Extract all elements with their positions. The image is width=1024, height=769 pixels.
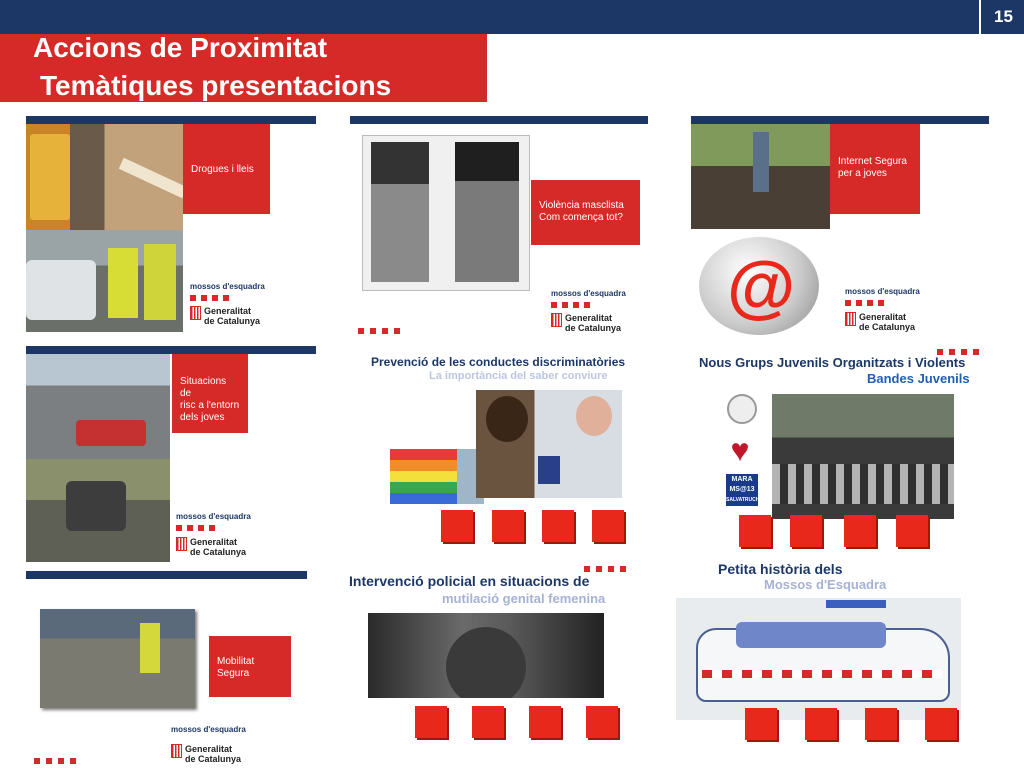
generalitat-icon [551,313,562,327]
generalitat-logo: Generalitat de Catalunya [190,306,260,326]
at-sign-icon: @ [699,237,819,335]
red-square-button[interactable] [472,706,504,738]
page-title: Accions de Proximitat [33,32,328,63]
classroom-photo [691,124,830,229]
police-car-drawing [676,598,961,720]
red-square-button[interactable] [739,515,771,547]
mossos-logo: mossos d'esquadra [190,282,265,303]
panel-grups-subtitle: Bandes Juvenils [867,371,970,386]
red-square-button[interactable] [805,708,837,740]
child-face-photo [368,613,604,698]
generalitat-icon [845,312,856,326]
panel-internet-bar [691,116,989,124]
mossos-logo: mossos d'esquadra [551,289,626,310]
panel-historia-title: Petita història dels [718,561,843,577]
red-square-button[interactable] [529,706,561,738]
panel-situacions-bar [26,346,316,354]
red-square-button[interactable] [592,510,624,542]
panel-mobilitat-bar [26,571,307,579]
red-square-button[interactable] [790,515,822,547]
drugs-photo [26,124,183,230]
decorative-dots [358,321,406,339]
panel-violencia-label: Violència masclista Com comença tot? [531,180,640,245]
page-number: 15 [979,0,1024,34]
generalitat-icon [176,537,187,551]
panel-historia-subtitle: Mossos d'Esquadra [764,577,887,592]
generalitat-icon [190,306,201,320]
panel-mutilacio-title: Intervenció policial en situacions de [349,573,590,589]
red-square-button[interactable] [586,706,618,738]
panel-mutilacio-subtitle: mutilació genital femenina [442,591,606,606]
generalitat-logo: Generalitat de Catalunya [845,312,915,332]
generalitat-logo: Generalitat de Catalunya [176,537,246,557]
panel-situacions-label: Situacions de risc a l'entorn dels joves [172,354,248,433]
mara-badge: MARA MS@13 SALVATRUCHA [726,474,758,506]
panel-grups-title: Nous Grups Juvenils Organitzats i Violents [699,355,966,370]
page-subtitle: Temàtiques presentacions [40,70,392,101]
bench-photo [26,459,170,562]
mossos-logo: mossos d'esquadra [171,725,246,734]
panel-prevencio-title: Prevenció de les conductes discriminatòries [371,355,626,369]
red-square-button[interactable] [492,510,524,542]
panel-drogues-bar [26,116,316,124]
generalitat-icon [171,744,182,758]
top-bar [0,0,1024,34]
panel-drogues-label: Drogues i lleis [183,124,270,214]
red-square-button[interactable] [865,708,897,740]
panel-mobilitat-label: Mobilitat Segura [209,636,291,697]
couple-photo [362,135,530,291]
heart-icon: ♥ [730,432,750,468]
red-square-button[interactable] [745,708,777,740]
rainbow-flag-photo [390,449,457,504]
street-photo [26,354,170,459]
panel-prevencio-subtitle: La importància del saber conviure [429,370,608,382]
mossos-logo: mossos d'esquadra [845,287,920,308]
youth-group-photo [772,394,954,519]
panel-internet-label: Internet Segura per a joves [830,124,920,214]
emblem-icon [727,394,757,424]
red-square-button[interactable] [441,510,473,542]
red-square-button[interactable] [844,515,876,547]
generalitat-logo: Generalitat de Catalunya [171,744,241,764]
red-square-button[interactable] [925,708,957,740]
officer-and-man-photo [476,390,622,498]
decorative-dots [584,559,632,577]
decorative-dots [34,751,82,769]
red-square-button[interactable] [896,515,928,547]
mossos-logo: mossos d'esquadra [176,512,251,533]
red-square-button[interactable] [415,706,447,738]
road-safety-photo [40,609,195,708]
traffic-stop-photo [26,230,183,332]
panel-violencia-bar [350,116,648,124]
generalitat-logo: Generalitat de Catalunya [551,313,621,333]
red-square-button[interactable] [542,510,574,542]
